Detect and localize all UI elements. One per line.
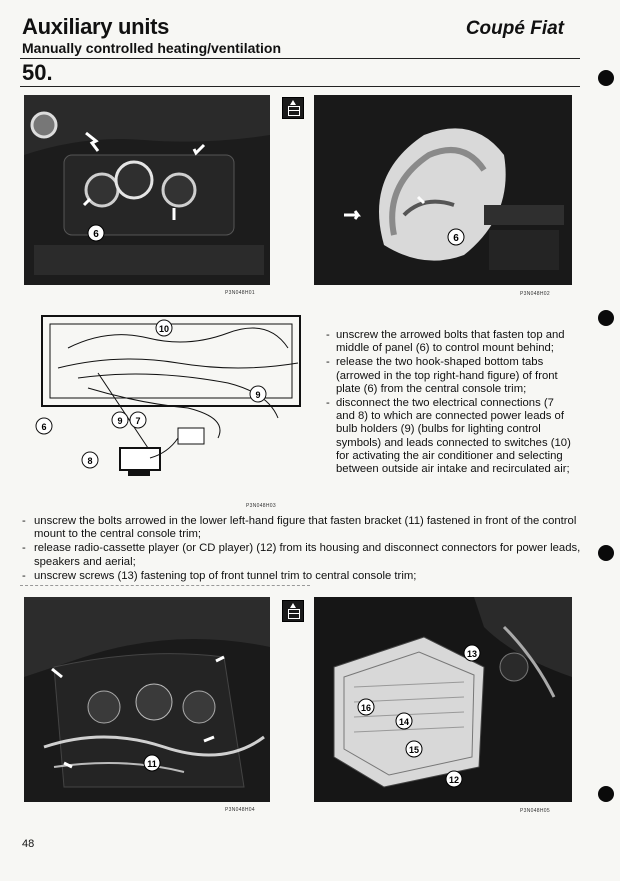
step-item: - unscrew screws (13) fastening top of front tunnel trim to central console trim;: [22, 570, 582, 583]
callout-label: 6: [93, 229, 99, 240]
callout-label: 10: [158, 324, 170, 334]
callout-label: 12: [448, 775, 460, 785]
binder-hole: [598, 70, 614, 86]
brand-name: Coupé Fiat: [465, 18, 564, 39]
step-item: - unscrew the arrowed bolts that fasten top and middle of panel (6) to control mount behind;: [326, 329, 572, 355]
divider: [20, 585, 310, 586]
steps-list-full: [22, 515, 582, 584]
binder-hole: [598, 545, 614, 561]
callout-label: 9: [117, 416, 123, 426]
figure-code: P3N048H03: [246, 503, 276, 509]
callout-label: 16: [360, 703, 372, 713]
diagram-front-plate-wiring: [28, 308, 310, 503]
step-item: - release radio-cassette player (or CD player) (12) from its housing and disconnect connectors for power leads, speakers and aerial;: [22, 542, 582, 568]
binder-hole: [598, 310, 614, 326]
photo-radio-cassette: [314, 597, 572, 802]
step-item: - unscrew the bolts arrowed in the lower left-hand figure that fasten bracket (11) fastened in front of the control mount to the central console trim;: [22, 515, 582, 541]
callout-label: 15: [408, 745, 420, 755]
callout-label: 13: [466, 649, 478, 659]
callout-label: 6: [41, 422, 47, 432]
binder-hole: [598, 786, 614, 802]
section-rule: [20, 86, 580, 87]
callout-label: 9: [255, 390, 261, 400]
page-number: 48: [22, 838, 35, 850]
callout-label: 8: [87, 456, 93, 466]
figure-code: P3N048H04: [225, 807, 255, 813]
callout-label: 7: [135, 416, 141, 426]
callout-label: 6: [453, 233, 459, 244]
photo-front-plate: [314, 95, 572, 285]
photo-heater-controls: [24, 95, 270, 285]
diagram-callouts: [36, 320, 266, 468]
steps-list-right: [326, 329, 572, 477]
up-arrow-icon: [282, 97, 304, 119]
figure-code: P3N048H01: [225, 290, 255, 296]
step-item: - disconnect the two electrical connections (7 and 8) to which are connected power leads of bulb holders (9) (bulbs for lighting control symbols) and leads connected to switches (10) for activating the air conditioner and selecting between outside air intake and recirculated air;: [326, 397, 572, 476]
up-arrow-icon: [282, 600, 304, 622]
callout-label: 14: [398, 717, 410, 727]
page-title: Auxiliary units: [22, 14, 170, 39]
figure-code: P3N048H05: [520, 808, 550, 814]
step-item: - release the two hook-shaped bottom tabs (arrowed in the top right-hand figure) of front plate (6) from the central console trim;: [326, 356, 572, 396]
figure-code: P3N048H02: [520, 291, 550, 297]
callout-label: 11: [147, 759, 157, 769]
photo-console-bracket: [24, 597, 270, 802]
section-number: 50.: [22, 60, 53, 85]
section-subtitle: Manually controlled heating/ventilation: [22, 40, 282, 56]
header-rule: [20, 58, 580, 59]
